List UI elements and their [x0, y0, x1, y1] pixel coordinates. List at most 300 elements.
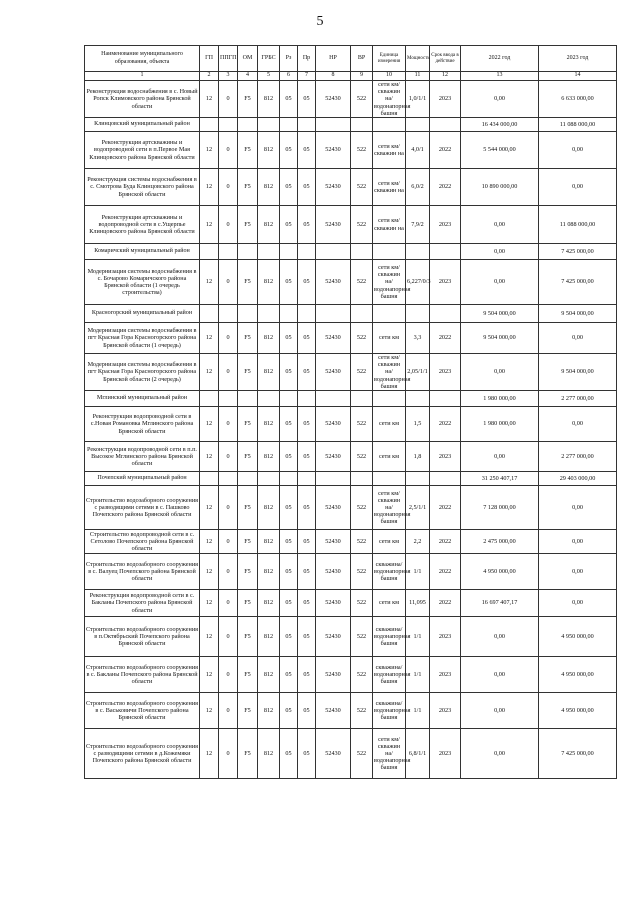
amount-2022: 16 434 000,00: [461, 118, 539, 132]
amount-2023: 4 950 000,00: [539, 693, 617, 729]
grbs-code: 812: [258, 323, 280, 354]
amount-2022: 0,00: [461, 657, 539, 693]
rz-code: 05: [280, 81, 298, 118]
ppgp-code: 0: [219, 693, 238, 729]
table-row: [85, 81, 617, 118]
table-row: [85, 206, 617, 244]
grbs-code: 812: [258, 260, 280, 305]
ppgp-code: 0: [219, 169, 238, 206]
pr-code: 05: [298, 206, 316, 244]
unit: сети км: [373, 590, 406, 617]
om-code: F5: [238, 132, 258, 169]
vr-code: 522: [351, 354, 373, 391]
om-code: [238, 305, 258, 323]
amount-2022: 7 128 000,00: [461, 486, 539, 530]
pr-code: 05: [298, 323, 316, 354]
ppgp-code: 0: [219, 486, 238, 530]
col-number: 9: [351, 72, 373, 81]
object-name: Реконструкция артскважины и водопроводной сети в с.Ущерпье Клинцовского района Брянской области: [85, 206, 200, 244]
pr-code: [298, 305, 316, 323]
pr-code: 05: [298, 169, 316, 206]
vr-code: [351, 118, 373, 132]
grbs-code: 812: [258, 530, 280, 554]
object-name: Модернизация системы водоснабжения в пгт Красная Гора Красногорского района Брянской области (1 очередь): [85, 323, 200, 354]
power: 1/1: [406, 657, 430, 693]
col-header: ППГП: [219, 46, 238, 72]
col-header: ВР: [351, 46, 373, 72]
amount-2023: 4 950 000,00: [539, 617, 617, 657]
nr-code: 52430: [316, 554, 351, 590]
ppgp-code: [219, 472, 238, 486]
commissioning-year: 2023: [430, 260, 461, 305]
nr-code: 52430: [316, 693, 351, 729]
commissioning-year: 2023: [430, 206, 461, 244]
ppgp-code: 0: [219, 442, 238, 472]
col-header: Наименование муниципального образования, объекта: [85, 46, 200, 72]
gp-code: 12: [200, 486, 219, 530]
pr-code: 05: [298, 260, 316, 305]
amount-2022: 0,00: [461, 81, 539, 118]
nr-code: 52430: [316, 260, 351, 305]
gp-code: 12: [200, 554, 219, 590]
nr-code: 52430: [316, 486, 351, 530]
object-name: Модернизация системы водоснабжения в с. Бочарово Комаричского района Брянской области (1 очередь строительства): [85, 260, 200, 305]
col-number: 6: [280, 72, 298, 81]
amount-2023: 11 088 000,00: [539, 118, 617, 132]
col-header: ГП: [200, 46, 219, 72]
amount-2022: 10 890 000,00: [461, 169, 539, 206]
rz-code: [280, 391, 298, 407]
amount-2023: 0,00: [539, 486, 617, 530]
unit: [373, 118, 406, 132]
amount-2022: 0,00: [461, 244, 539, 260]
amount-2022: 2 475 000,00: [461, 530, 539, 554]
funding-table: [84, 45, 617, 779]
unit: скважина/водонапорная башня: [373, 693, 406, 729]
rz-code: 05: [280, 657, 298, 693]
om-code: F5: [238, 442, 258, 472]
power: [406, 472, 430, 486]
table-row: [85, 442, 617, 472]
om-code: F5: [238, 693, 258, 729]
pr-code: 05: [298, 657, 316, 693]
table-row: [85, 407, 617, 442]
nr-code: 52430: [316, 590, 351, 617]
power: [406, 118, 430, 132]
gp-code: 12: [200, 260, 219, 305]
amount-2022: 5 544 000,00: [461, 132, 539, 169]
table-row: [85, 486, 617, 530]
gp-code: [200, 472, 219, 486]
vr-code: 522: [351, 132, 373, 169]
amount-2022: 9 504 000,00: [461, 305, 539, 323]
om-code: F5: [238, 354, 258, 391]
pr-code: 05: [298, 132, 316, 169]
pr-code: 05: [298, 693, 316, 729]
unit: сети км/скважин на: [373, 132, 406, 169]
power: 1/1: [406, 554, 430, 590]
nr-code: [316, 305, 351, 323]
om-code: [238, 472, 258, 486]
power: [406, 244, 430, 260]
vr-code: 522: [351, 169, 373, 206]
object-name: Клинцовский муниципальный район: [85, 118, 200, 132]
gp-code: [200, 244, 219, 260]
col-number: 7: [298, 72, 316, 81]
gp-code: 12: [200, 132, 219, 169]
pr-code: [298, 472, 316, 486]
ppgp-code: 0: [219, 81, 238, 118]
amount-2023: 6 633 000,00: [539, 81, 617, 118]
rz-code: 05: [280, 693, 298, 729]
power: [406, 391, 430, 407]
power: 1,5: [406, 407, 430, 442]
gp-code: 12: [200, 323, 219, 354]
rz-code: 05: [280, 260, 298, 305]
amount-2023: 2 277 000,00: [539, 391, 617, 407]
table-body: [85, 81, 617, 779]
om-code: F5: [238, 729, 258, 779]
grbs-code: [258, 391, 280, 407]
vr-code: 522: [351, 260, 373, 305]
object-name: Почепский муниципальный район: [85, 472, 200, 486]
commissioning-year: 2023: [430, 729, 461, 779]
vr-code: 522: [351, 206, 373, 244]
grbs-code: 812: [258, 354, 280, 391]
vr-code: 522: [351, 617, 373, 657]
commissioning-year: [430, 118, 461, 132]
om-code: F5: [238, 530, 258, 554]
pr-code: 05: [298, 407, 316, 442]
object-name: Строительство водозаборного сооружения с разводящими сетями в с. Пашково Почепского района Брянской области: [85, 486, 200, 530]
col-header: НР: [316, 46, 351, 72]
commissioning-year: 2023: [430, 354, 461, 391]
gp-code: 12: [200, 206, 219, 244]
table-row: [85, 657, 617, 693]
unit: сети км/скважин на/водонапорная башня: [373, 260, 406, 305]
ppgp-code: 0: [219, 590, 238, 617]
nr-code: 52430: [316, 206, 351, 244]
om-code: F5: [238, 486, 258, 530]
amount-2023: 29 403 000,00: [539, 472, 617, 486]
rz-code: [280, 118, 298, 132]
commissioning-year: 2022: [430, 590, 461, 617]
grbs-code: 812: [258, 693, 280, 729]
col-header: Срок ввода в действие: [430, 46, 461, 72]
pr-code: 05: [298, 354, 316, 391]
pr-code: 05: [298, 729, 316, 779]
commissioning-year: 2022: [430, 169, 461, 206]
col-number: 13: [461, 72, 539, 81]
table-row: [85, 354, 617, 391]
amount-2023: 0,00: [539, 530, 617, 554]
rz-code: [280, 305, 298, 323]
commissioning-year: [430, 244, 461, 260]
pr-code: 05: [298, 442, 316, 472]
unit: скважина/водонапорная башня: [373, 657, 406, 693]
vr-code: 522: [351, 657, 373, 693]
grbs-code: 812: [258, 554, 280, 590]
unit: сети км/скважин на/водонапорная башня: [373, 729, 406, 779]
nr-code: 52430: [316, 354, 351, 391]
object-name: Реконструкция водопроводной сети в с. Бакланы Почепского района Брянской области: [85, 590, 200, 617]
col-number: 11: [406, 72, 430, 81]
amount-2023: 7 425 000,00: [539, 244, 617, 260]
rz-code: 05: [280, 442, 298, 472]
power: 1,8: [406, 442, 430, 472]
power: 6,0/2: [406, 169, 430, 206]
col-number: 8: [316, 72, 351, 81]
amount-2022: 0,00: [461, 206, 539, 244]
col-header: Пр: [298, 46, 316, 72]
ppgp-code: 0: [219, 407, 238, 442]
gp-code: 12: [200, 169, 219, 206]
amount-2022: 0,00: [461, 354, 539, 391]
amount-2023: 0,00: [539, 323, 617, 354]
grbs-code: [258, 472, 280, 486]
nr-code: 52430: [316, 323, 351, 354]
gp-code: 12: [200, 442, 219, 472]
amount-2022: 0,00: [461, 260, 539, 305]
commissioning-year: 2023: [430, 693, 461, 729]
table-row: [85, 590, 617, 617]
col-header: ГРБС: [258, 46, 280, 72]
col-number: 5: [258, 72, 280, 81]
pr-code: 05: [298, 590, 316, 617]
commissioning-year: 2022: [430, 486, 461, 530]
col-number: 14: [539, 72, 617, 81]
commissioning-year: 2023: [430, 81, 461, 118]
unit: [373, 305, 406, 323]
ppgp-code: 0: [219, 617, 238, 657]
power: 2,05/1/1: [406, 354, 430, 391]
om-code: F5: [238, 554, 258, 590]
unit: сети км/скважин на/водонапорная башня: [374, 354, 411, 390]
rz-code: 05: [280, 590, 298, 617]
vr-code: [351, 244, 373, 260]
rz-code: 05: [280, 486, 298, 530]
vr-code: 522: [351, 486, 373, 530]
table-row: [85, 323, 617, 354]
page-number: 5: [316, 14, 324, 29]
amount-2022: 1 980 000,00: [461, 407, 539, 442]
commissioning-year: 2023: [430, 617, 461, 657]
ppgp-code: 0: [219, 729, 238, 779]
rz-code: 05: [280, 354, 298, 391]
col-number: 3: [219, 72, 238, 81]
amount-2022: 0,00: [461, 617, 539, 657]
nr-code: [316, 118, 351, 132]
object-name: Красногорский муниципальный район: [85, 305, 200, 323]
commissioning-year: 2023: [430, 657, 461, 693]
commissioning-year: [430, 305, 461, 323]
grbs-code: 812: [258, 442, 280, 472]
grbs-code: 812: [258, 729, 280, 779]
commissioning-year: 2022: [430, 132, 461, 169]
grbs-code: [258, 305, 280, 323]
col-number: 4: [238, 72, 258, 81]
district-row: [85, 118, 617, 132]
ppgp-code: [219, 391, 238, 407]
grbs-code: 812: [258, 590, 280, 617]
gp-code: 12: [200, 407, 219, 442]
district-row: [85, 472, 617, 486]
ppgp-code: 0: [219, 657, 238, 693]
nr-code: [316, 391, 351, 407]
gp-code: [200, 305, 219, 323]
power: 2,5/1/1: [406, 486, 430, 530]
header-row: [85, 46, 617, 72]
grbs-code: 812: [258, 169, 280, 206]
power: 2,2: [406, 530, 430, 554]
vr-code: 522: [351, 81, 373, 118]
amount-2023: 11 088 000,00: [539, 206, 617, 244]
grbs-code: 812: [258, 407, 280, 442]
nr-code: 52430: [316, 132, 351, 169]
vr-code: 522: [351, 407, 373, 442]
amount-2022: 9 504 000,00: [461, 323, 539, 354]
object-name: Реконструкция водоснабжения в с. Новый Ропск Климовского района Брянской области: [85, 81, 200, 118]
om-code: F5: [238, 407, 258, 442]
commissioning-year: 2022: [430, 407, 461, 442]
nr-code: 52430: [316, 530, 351, 554]
om-code: F5: [238, 323, 258, 354]
object-name: Реконструкция водопроводной сети в с.Новая Романовка Мглинского района Брянской области: [85, 407, 200, 442]
amount-2023: 7 425 000,00: [539, 729, 617, 779]
om-code: [238, 244, 258, 260]
commissioning-year: [430, 472, 461, 486]
ppgp-code: 0: [219, 530, 238, 554]
power: 6,8/1/1: [406, 729, 430, 779]
district-row: [85, 244, 617, 260]
vr-code: [351, 305, 373, 323]
rz-code: 05: [280, 407, 298, 442]
commissioning-year: 2022: [430, 323, 461, 354]
power: 6,227/0/3: [406, 260, 430, 305]
vr-code: 522: [351, 729, 373, 779]
pr-code: 05: [298, 486, 316, 530]
amount-2023: 0,00: [539, 407, 617, 442]
column-number-row: [85, 72, 617, 81]
commissioning-year: 2022: [430, 530, 461, 554]
grbs-code: 812: [258, 486, 280, 530]
ppgp-code: 0: [219, 323, 238, 354]
amount-2022: 0,00: [461, 729, 539, 779]
table-row: [85, 132, 617, 169]
vr-code: 522: [351, 442, 373, 472]
nr-code: [316, 244, 351, 260]
unit: скважина/водонапорная башня: [373, 554, 406, 590]
nr-code: 52430: [316, 617, 351, 657]
om-code: F5: [238, 260, 258, 305]
rz-code: 05: [280, 729, 298, 779]
nr-code: 52430: [316, 657, 351, 693]
om-code: [238, 118, 258, 132]
unit: [373, 391, 406, 407]
rz-code: 05: [280, 617, 298, 657]
table-row: [85, 554, 617, 590]
ppgp-code: 0: [219, 260, 238, 305]
rz-code: [280, 472, 298, 486]
power: 1/1: [406, 617, 430, 657]
rz-code: 05: [280, 323, 298, 354]
col-number: 10: [373, 72, 406, 81]
unit: скважина/водонапорная башня: [373, 617, 406, 657]
object-name: Строительство водозаборного сооружения в с. Валуец Почепского района Брянской области: [85, 554, 200, 590]
grbs-code: 812: [258, 206, 280, 244]
rz-code: 05: [280, 530, 298, 554]
om-code: F5: [238, 169, 258, 206]
ppgp-code: 0: [219, 554, 238, 590]
col-header: Единица измерения: [373, 46, 406, 72]
vr-code: [351, 472, 373, 486]
district-row: [85, 391, 617, 407]
amount-2023: 0,00: [539, 590, 617, 617]
amount-2023: 9 504 000,00: [539, 354, 617, 391]
commissioning-year: 2022: [430, 554, 461, 590]
nr-code: 52430: [316, 729, 351, 779]
unit: сети км/скважин на/водонапорная башня: [373, 486, 406, 530]
ppgp-code: 0: [219, 132, 238, 169]
amount-2023: 0,00: [539, 169, 617, 206]
amount-2022: 31 250 407,17: [461, 472, 539, 486]
table-row: [85, 729, 617, 779]
grbs-code: [258, 118, 280, 132]
nr-code: 52430: [316, 442, 351, 472]
unit: сети км: [373, 530, 406, 554]
nr-code: 52430: [316, 407, 351, 442]
object-name: Модернизация системы водоснабжения в пгт Красная Гора Красногорского района Брянской области (2 очередь): [85, 354, 200, 391]
unit: сети км/скважин на: [373, 169, 406, 206]
table-row: [85, 617, 617, 657]
nr-code: 52430: [316, 169, 351, 206]
ppgp-code: 0: [219, 354, 238, 391]
rz-code: 05: [280, 132, 298, 169]
unit: сети км/скважин на: [373, 206, 406, 244]
pr-code: 05: [298, 617, 316, 657]
pr-code: [298, 391, 316, 407]
unit: сети км: [373, 407, 406, 442]
vr-code: 522: [351, 554, 373, 590]
object-name: Строительство водозаборного сооружения в с. Бакланы Почепского района Брянской области: [85, 657, 200, 693]
table-row: [85, 169, 617, 206]
amount-2023: 2 277 000,00: [539, 442, 617, 472]
grbs-code: 812: [258, 617, 280, 657]
amount-2022: 0,00: [461, 693, 539, 729]
col-header: ОМ: [238, 46, 258, 72]
rz-code: 05: [280, 554, 298, 590]
ppgp-code: 0: [219, 206, 238, 244]
commissioning-year: [430, 391, 461, 407]
col-header: Мощность: [406, 46, 430, 72]
power: 1,0/1/1: [406, 81, 430, 118]
amount-2022: 1 980 000,00: [461, 391, 539, 407]
power: 11,095: [406, 590, 430, 617]
commissioning-year: 2023: [430, 442, 461, 472]
om-code: [238, 391, 258, 407]
ppgp-code: [219, 118, 238, 132]
gp-code: 12: [200, 617, 219, 657]
rz-code: [280, 244, 298, 260]
gp-code: 12: [200, 590, 219, 617]
object-name: Реконструкция системы водоснабжения в с. Смотрова Буда Клинцовского района Брянской области: [85, 169, 200, 206]
unit: сети км: [373, 442, 406, 472]
pr-code: 05: [298, 81, 316, 118]
object-name: Строительство водозаборного сооружения в с. Васьковичи Почепского района Брянской области: [85, 693, 200, 729]
om-code: F5: [238, 617, 258, 657]
amount-2023: 0,00: [539, 132, 617, 169]
pr-code: [298, 118, 316, 132]
